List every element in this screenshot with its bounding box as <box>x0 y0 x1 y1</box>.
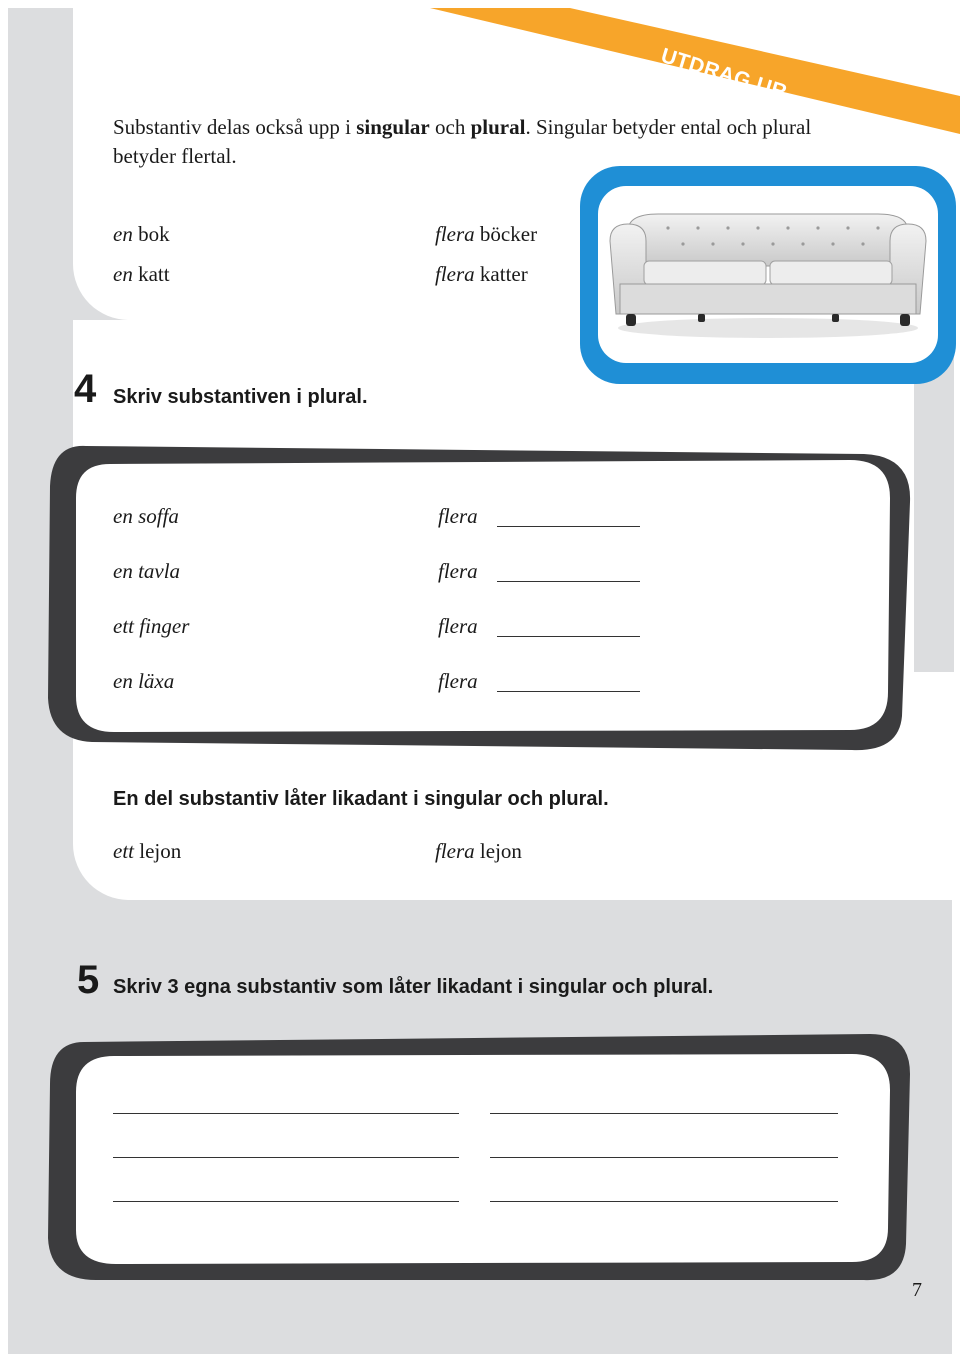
task-4-answer-line-4[interactable] <box>497 691 640 692</box>
task-5-answer-line-2[interactable] <box>490 1113 838 1114</box>
rule-example-singular: ett lejon <box>113 839 182 863</box>
task-4-answer-box <box>44 440 916 756</box>
task-5-answer-line-6[interactable] <box>490 1201 838 1202</box>
task-4-number: 4 <box>74 367 97 411</box>
task-4-singular-4: en läxa <box>113 669 175 693</box>
excerpt-ribbon-label: UTDRAG UR BOKEN <box>651 44 790 112</box>
task-4-answer-line-2[interactable] <box>497 581 640 582</box>
page-number: 7 <box>912 1279 922 1301</box>
task-5-answer-line-5[interactable] <box>113 1201 459 1202</box>
example-singular-1: en bok <box>113 222 170 246</box>
sofa-image <box>598 186 938 363</box>
task-4-singular-2: en tavla <box>113 559 181 583</box>
task-4-singular-1: en soffa <box>113 504 179 528</box>
example-plural-1: flera böcker <box>435 222 538 246</box>
panel-white-edge <box>914 672 954 900</box>
task-4-plural-4: flera <box>438 669 478 693</box>
rule-example-plural: flera lejon <box>435 839 522 863</box>
task-4-plural-2: flera <box>438 559 478 583</box>
task-4-plural-3: flera <box>438 614 478 638</box>
intro-paragraph: Substantiv delas också upp i singular och plural. Singular betyder ental och plural betyder flertal. <box>113 115 812 168</box>
task-4-instruction: Skriv substantiven i plural. <box>113 386 368 408</box>
task-5-answer-line-1[interactable] <box>113 1113 459 1114</box>
task-5-answer-line-3[interactable] <box>113 1157 459 1158</box>
rule-statement: En del substantiv låter likadant i singular och plural. <box>113 788 609 810</box>
task-4-plural-1: flera <box>438 504 478 528</box>
task-5-answer-line-4[interactable] <box>490 1157 838 1158</box>
task-5-answer-box <box>44 1030 916 1286</box>
example-plural-2: flera katter <box>435 262 528 286</box>
task-4-singular-3: ett finger <box>113 614 190 638</box>
task-4-answer-line-1[interactable] <box>497 526 640 527</box>
task-5-instruction: Skriv 3 egna substantiv som låter likadant i singular och plural. <box>113 976 714 998</box>
task-4-answer-line-3[interactable] <box>497 636 640 637</box>
task-5-number: 5 <box>77 958 100 1002</box>
example-singular-2: en katt <box>113 262 170 286</box>
sofa-image-frame <box>580 166 956 384</box>
